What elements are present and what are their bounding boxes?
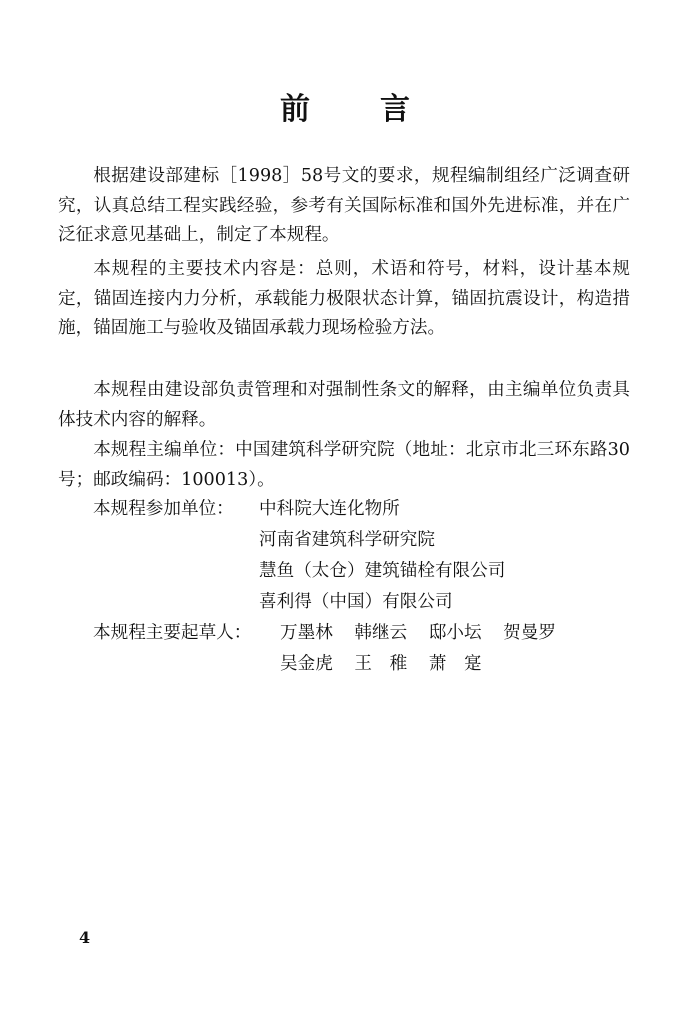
participant-unit: 中科院大连化物所 (259, 499, 400, 519)
paragraph-origin: 根据建设部建标［1998］58号文的要求，规程编制组经广泛调查研究，认真总结工程实践经验，参考有关国际标准和国外先进标准，并在广泛征求意见基础上，制定了本规程。 (58, 166, 630, 245)
paragraph-chief-editor: 本规程主编单位：中国建筑科学研究院（地址：北京市北三环东路30号；邮政编码：100013）。 (58, 440, 630, 490)
drafter-name: 邸小坛 (428, 623, 482, 643)
drafter-name: 万墨林 (280, 623, 333, 643)
participant-unit: 河南省建筑科学研究院 (259, 530, 435, 550)
title-char-1: 前 (280, 92, 310, 127)
participants-label: 本规程参加单位： (93, 499, 234, 519)
drafter-name: 贺曼罗 (503, 623, 556, 643)
participant-unit: 喜利得（中国）有限公司 (259, 592, 453, 612)
drafter-name: 王 稚 (354, 654, 408, 674)
paragraph-management: 本规程由建设部负责管理和对强制性条文的解释，由主编单位负责具体技术内容的解释。 (58, 380, 630, 430)
page-number: 4 (79, 928, 91, 947)
page-title (0, 84, 690, 128)
drafter-name: 吴金虎 (280, 654, 333, 674)
drafters-label: 本规程主要起草人： (93, 623, 252, 643)
drafters-names-line-2 (280, 650, 498, 680)
drafter-name: 韩继云 (354, 623, 408, 643)
drafter-name: 萧 寔 (428, 654, 482, 674)
paragraph-contents: 本规程的主要技术内容是：总则，术语和符号，材料，设计基本规定，锚固连接内力分析，承载能力极限状态计算，锚固抗震设计，构造措施，锚固施工与验收及锚固承载力现场检验方法。 (58, 259, 630, 338)
title-char-2: 言 (380, 92, 410, 127)
participant-unit: 慧鱼（太仓）建筑锚栓有限公司 (259, 561, 506, 581)
drafters-names-line-1 (280, 619, 572, 649)
